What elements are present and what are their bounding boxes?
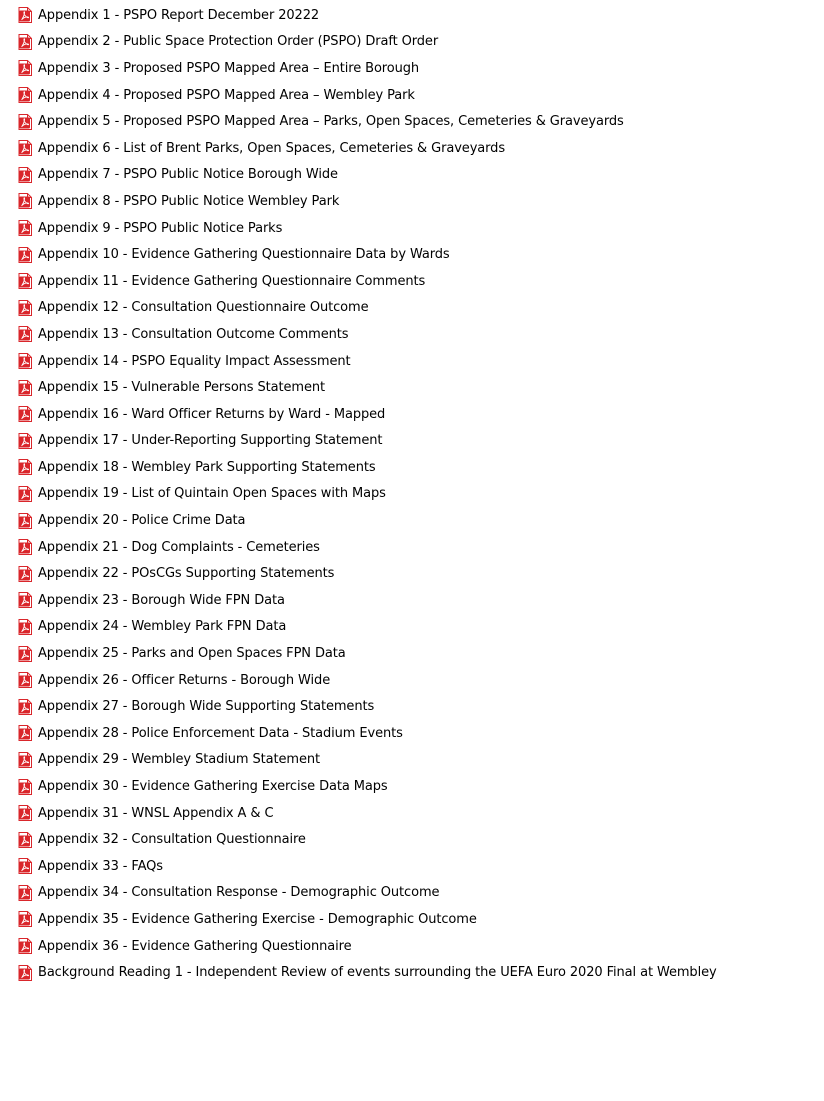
file-list-item[interactable] (0, 959, 824, 986)
pdf-file-icon (18, 459, 32, 475)
pdf-file-icon (18, 646, 32, 662)
file-list-item[interactable] (0, 241, 824, 268)
file-list-item[interactable] (0, 826, 824, 853)
file-name: Appendix 11 - Evidence Gathering Questionnaire Comments (38, 273, 426, 289)
file-name: Appendix 35 - Evidence Gathering Exercise - Demographic Outcome (38, 911, 477, 927)
file-list-item[interactable] (0, 693, 824, 720)
file-name: Appendix 22 - POsCGs Supporting Statements (38, 566, 335, 582)
pdf-file-icon (18, 406, 32, 422)
file-name: Appendix 23 - Borough Wide FPN Data (38, 592, 285, 608)
file-name: Appendix 12 - Consultation Questionnaire Outcome (38, 300, 369, 316)
pdf-file-icon (18, 140, 32, 156)
file-name: Background Reading 1 - Independent Review of events surrounding the UEFA Euro 2020 Final at Wembley (38, 965, 717, 981)
pdf-file-icon (18, 672, 32, 688)
pdf-file-icon (18, 752, 32, 768)
file-list-item[interactable] (0, 507, 824, 534)
file-list-item[interactable] (0, 906, 824, 933)
pdf-file-icon (18, 380, 32, 396)
file-name: Appendix 32 - Consultation Questionnaire (38, 832, 306, 848)
file-list-item[interactable] (0, 454, 824, 481)
pdf-file-icon (18, 619, 32, 635)
file-list-item[interactable] (0, 800, 824, 827)
file-name: Appendix 24 - Wembley Park FPN Data (38, 619, 287, 635)
pdf-file-icon (18, 220, 32, 236)
file-list-item[interactable] (0, 268, 824, 295)
pdf-file-icon (18, 326, 32, 342)
pdf-file-icon (18, 193, 32, 209)
file-name: Appendix 20 - Police Crime Data (38, 513, 246, 529)
file-name: Appendix 31 - WNSL Appendix A & C (38, 805, 274, 821)
file-list-item[interactable] (0, 55, 824, 82)
file-list-item[interactable] (0, 481, 824, 508)
pdf-file-icon (18, 832, 32, 848)
file-list-item[interactable] (0, 401, 824, 428)
file-list-item[interactable] (0, 880, 824, 907)
file-name: Appendix 8 - PSPO Public Notice Wembley Park (38, 193, 340, 209)
file-list-item[interactable] (0, 108, 824, 135)
file-name: Appendix 2 - Public Space Protection Order (PSPO) Draft Order (38, 34, 439, 50)
file-name: Appendix 34 - Consultation Response - Demographic Outcome (38, 885, 440, 901)
pdf-file-icon (18, 725, 32, 741)
file-list-item[interactable] (0, 534, 824, 561)
file-list-item[interactable] (0, 853, 824, 880)
file-name: Appendix 19 - List of Quintain Open Spaces with Maps (38, 486, 386, 502)
pdf-file-icon (18, 87, 32, 103)
file-name: Appendix 9 - PSPO Public Notice Parks (38, 220, 283, 236)
file-name: Appendix 30 - Evidence Gathering Exercise Data Maps (38, 779, 388, 795)
pdf-file-icon (18, 858, 32, 874)
file-list-item[interactable] (0, 162, 824, 189)
pdf-file-icon (18, 805, 32, 821)
pdf-file-icon (18, 486, 32, 502)
file-list-item[interactable] (0, 29, 824, 56)
file-name: Appendix 28 - Police Enforcement Data - Stadium Events (38, 725, 403, 741)
file-name: Appendix 1 - PSPO Report December 20222 (38, 7, 320, 23)
file-list-item[interactable] (0, 747, 824, 774)
pdf-file-icon (18, 911, 32, 927)
file-name: Appendix 5 - Proposed PSPO Mapped Area – Parks, Open Spaces, Cemeteries & Graveyards (38, 114, 624, 130)
file-list-item[interactable] (0, 135, 824, 162)
file-list-item[interactable] (0, 348, 824, 375)
pdf-file-icon (18, 539, 32, 555)
pdf-file-icon (18, 965, 32, 981)
file-name: Appendix 36 - Evidence Gathering Questionnaire (38, 938, 352, 954)
pdf-file-icon (18, 34, 32, 50)
file-name: Appendix 26 - Officer Returns - Borough Wide (38, 672, 331, 688)
pdf-file-icon (18, 592, 32, 608)
pdf-file-icon (18, 779, 32, 795)
file-list-item[interactable] (0, 614, 824, 641)
file-name: Appendix 29 - Wembley Stadium Statement (38, 752, 320, 768)
file-name: Appendix 4 - Proposed PSPO Mapped Area – Wembley Park (38, 87, 415, 103)
file-name: Appendix 3 - Proposed PSPO Mapped Area – Entire Borough (38, 60, 420, 76)
pdf-file-icon (18, 938, 32, 954)
file-name: Appendix 17 - Under-Reporting Supporting Statement (38, 433, 383, 449)
file-list-item[interactable] (0, 215, 824, 242)
file-name: Appendix 18 - Wembley Park Supporting Statements (38, 459, 376, 475)
file-name: Appendix 13 - Consultation Outcome Comments (38, 326, 349, 342)
pdf-file-icon (18, 167, 32, 183)
file-name: Appendix 33 - FAQs (38, 858, 163, 874)
file-list-item[interactable] (0, 720, 824, 747)
pdf-file-icon (18, 114, 32, 130)
file-list-item[interactable] (0, 560, 824, 587)
pdf-file-icon (18, 60, 32, 76)
file-name: Appendix 7 - PSPO Public Notice Borough Wide (38, 167, 338, 183)
pdf-file-icon (18, 433, 32, 449)
pdf-file-icon (18, 273, 32, 289)
file-name: Appendix 21 - Dog Complaints - Cemeteries (38, 539, 320, 555)
file-list-item[interactable] (0, 374, 824, 401)
pdf-file-icon (18, 247, 32, 263)
file-name: Appendix 14 - PSPO Equality Impact Assessment (38, 353, 351, 369)
file-list-item[interactable] (0, 188, 824, 215)
pdf-file-icon (18, 513, 32, 529)
pdf-file-icon (18, 699, 32, 715)
file-list-item[interactable] (0, 587, 824, 614)
file-list-item[interactable] (0, 321, 824, 348)
file-list-item[interactable] (0, 428, 824, 455)
file-list-item[interactable] (0, 82, 824, 109)
pdf-file-icon (18, 7, 32, 23)
file-name: Appendix 10 - Evidence Gathering Questionnaire Data by Wards (38, 247, 450, 263)
pdf-file-icon (18, 353, 32, 369)
pdf-file-icon (18, 300, 32, 316)
file-list-item[interactable] (0, 773, 824, 800)
file-list-item[interactable] (0, 640, 824, 667)
file-name: Appendix 16 - Ward Officer Returns by Ward - Mapped (38, 406, 386, 422)
file-name: Appendix 27 - Borough Wide Supporting Statements (38, 699, 375, 715)
file-name: Appendix 6 - List of Brent Parks, Open Spaces, Cemeteries & Graveyards (38, 140, 505, 156)
file-list-item[interactable] (0, 933, 824, 960)
pdf-file-icon (18, 885, 32, 901)
pdf-file-icon (18, 566, 32, 582)
file-list-item[interactable] (0, 2, 824, 29)
file-list-item[interactable] (0, 667, 824, 694)
file-name: Appendix 15 - Vulnerable Persons Statement (38, 380, 326, 396)
file-list-item[interactable] (0, 295, 824, 322)
file-name: Appendix 25 - Parks and Open Spaces FPN Data (38, 646, 346, 662)
